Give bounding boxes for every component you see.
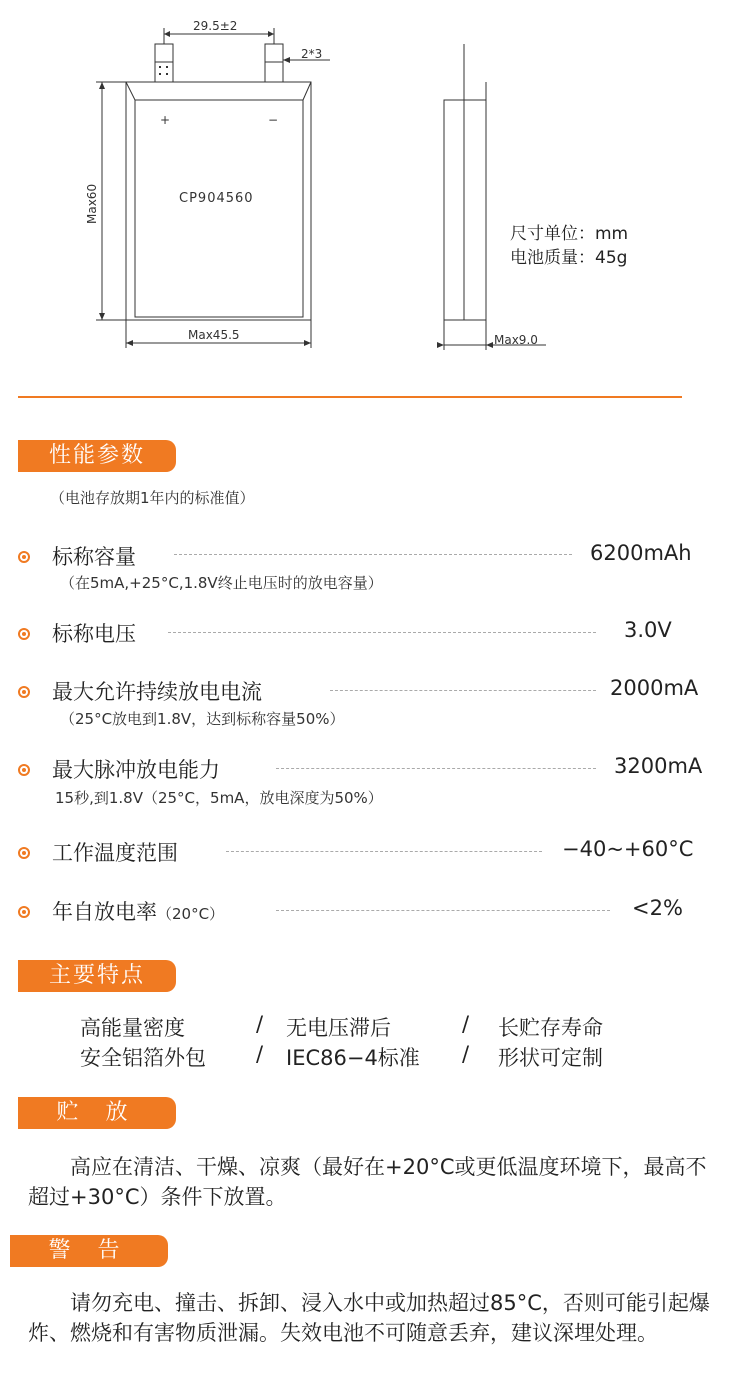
feature-item: 高能量密度 [80, 1016, 185, 1040]
spec-label-text: 年自放电率 [52, 900, 157, 924]
feature-separator: / [256, 1012, 264, 1036]
tab-left [155, 44, 173, 82]
feature-item: 长贮存寿命 [498, 1016, 603, 1040]
width-dim: Max45.5 [188, 328, 240, 342]
positive-terminal-mark: + [160, 113, 171, 127]
spec-value: 3.0V [624, 618, 672, 642]
spec-sub: 15秒,到1.8V（25°C，5mA，放电深度为50%） [55, 789, 383, 807]
top-width-dim: 29.5±2 [193, 19, 238, 33]
leader-line [330, 690, 596, 691]
feature-item: 形状可定制 [498, 1046, 603, 1070]
unit-line: 尺寸单位：mm [510, 224, 629, 244]
feature-item: 安全铝箔外包 [80, 1046, 206, 1070]
warning-text: 请勿充电、撞击、拆卸、浸入水中或加热超过85°C，否则可能引起爆炸、燃烧和有害物质泄漏。失效电池不可随意丢弃，建议深埋处理。 [28, 1291, 710, 1345]
tab-right [265, 44, 283, 82]
tab-size-dim: 2*3 [301, 47, 323, 61]
bullet-icon [18, 906, 30, 918]
height-dim: Max60 [85, 183, 99, 224]
spec-value: 2000mA [610, 676, 699, 700]
leader-line [174, 554, 572, 555]
features-heading: 主要特点 [18, 960, 176, 992]
leader-line [226, 851, 542, 852]
spec-label: 工作温度范围 [52, 841, 178, 865]
spec-sub: （在5mA,+25°C,1.8V终止电压时的放电容量） [60, 574, 383, 592]
thickness-dim: Max9.0 [494, 333, 538, 347]
front-view-inner [135, 100, 303, 317]
leader-line [168, 632, 596, 633]
spec-label: 最大脉冲放电能力 [52, 758, 220, 782]
storage-heading: 贮 放 [18, 1097, 176, 1129]
warning-heading: 警 告 [10, 1235, 168, 1267]
performance-heading: 性能参数 [18, 440, 176, 472]
spec-label-condition: （20°C） [157, 905, 225, 923]
spec-value: 3200mA [614, 754, 703, 778]
feature-item: 无电压滞后 [286, 1016, 391, 1040]
bullet-icon [18, 764, 30, 776]
bullet-icon [18, 686, 30, 698]
feature-separator: / [462, 1012, 470, 1036]
bullet-icon [18, 628, 30, 640]
side-view-outline [444, 100, 486, 320]
spec-label [52, 896, 224, 926]
bullet-icon [18, 847, 30, 859]
spec-label: 标称电压 [52, 622, 136, 646]
spec-value: −40~+60°C [562, 837, 694, 861]
feature-separator: / [256, 1042, 264, 1066]
feature-separator: / [462, 1042, 470, 1066]
leader-line [276, 768, 596, 769]
spec-sub: （25°C放电到1.8V，达到标称容量50%） [60, 710, 345, 728]
section-divider [18, 396, 682, 398]
bullet-icon [18, 551, 30, 563]
leader-line [276, 910, 610, 911]
feature-item: IEC86−4标准 [286, 1046, 420, 1070]
battery-dimension-drawing [0, 0, 730, 400]
storage-text: 高应在清洁、干燥、凉爽（最好在+20°C或更低温度环境下，最高不超过+30°C）条件下放置。 [28, 1155, 707, 1209]
spec-value: 6200mAh [590, 541, 692, 565]
negative-terminal-mark: − [268, 113, 279, 127]
weight-line: 电池质量：45g [510, 248, 628, 268]
model-number: CP904560 [179, 191, 254, 206]
spec-value: <2% [632, 896, 683, 920]
spec-label: 最大允许持续放电电流 [52, 680, 262, 704]
performance-note: （电池存放期1年内的标准值） [50, 489, 255, 507]
spec-label: 标称容量 [52, 545, 136, 569]
